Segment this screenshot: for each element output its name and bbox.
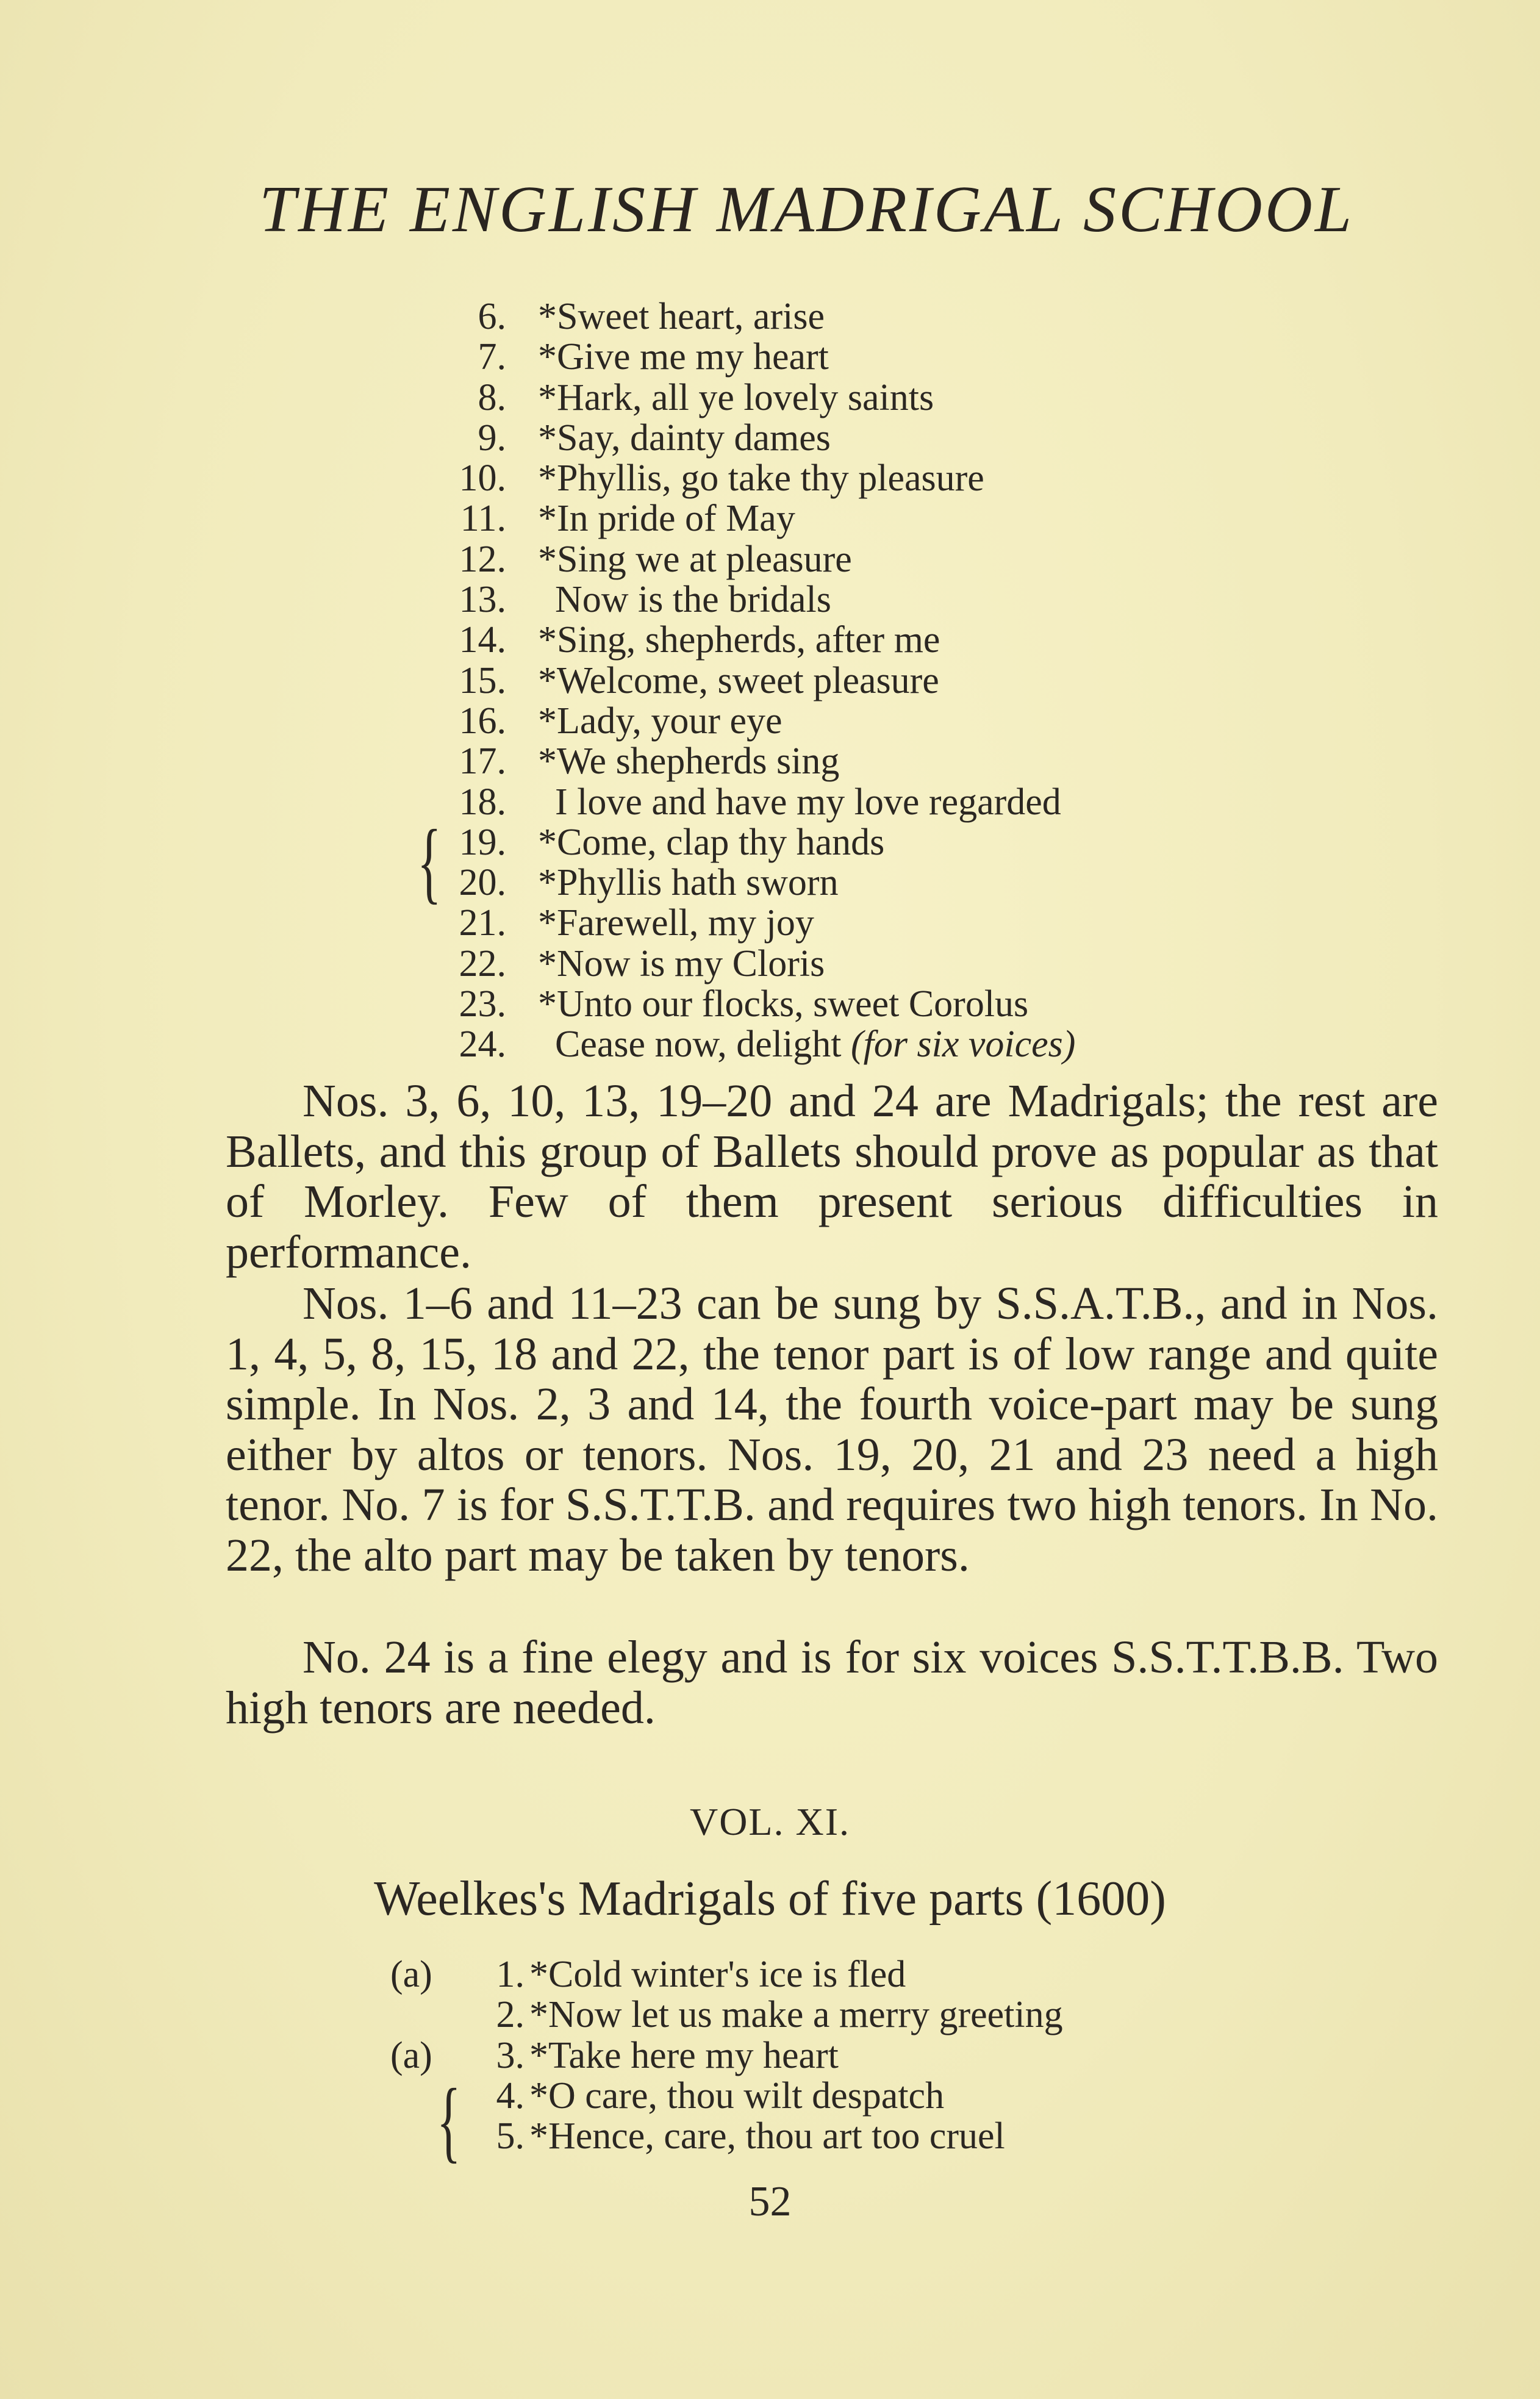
item-mark: (a) <box>390 1954 432 1995</box>
paragraph <box>226 1278 1438 1581</box>
paragraph-text: No. 24 is a fine elegy and is for six voices S.S.T.T.B.B. Two high tenors are needed. <box>226 1632 1438 1734</box>
item-title-group <box>555 1024 1075 1064</box>
list-item <box>427 498 1342 539</box>
item-number: 21. <box>459 902 506 944</box>
list-item <box>427 620 1342 660</box>
item-title: *Unto our flocks, sweet Corolus <box>538 983 1029 1025</box>
list-item <box>390 1954 1305 1995</box>
item-number: 3. <box>496 2034 525 2076</box>
item-mark: (a) <box>390 2034 432 2076</box>
item-number: 16. <box>459 700 506 742</box>
list-item <box>427 741 1342 781</box>
item-title: *O care, thou wilt despatch <box>529 2074 945 2117</box>
item-title: *Sweet heart, arise <box>538 296 825 337</box>
item-title: *Now let us make a merry greeting <box>529 1994 1063 2036</box>
item-title: *Hence, care, thou art too cruel <box>529 2115 1005 2157</box>
item-title: *Take here my heart <box>529 2034 839 2076</box>
list-item <box>427 984 1342 1024</box>
item-number: 20. <box>459 862 506 904</box>
item-title: *Phyllis hath sworn <box>538 862 839 904</box>
item-title: I love and have my love regarded <box>555 781 1061 823</box>
item-number: 9. <box>478 417 506 459</box>
volume-subtitle: Weelkes's Madrigals of five parts (1600) <box>374 1872 1166 1926</box>
item-number: 10. <box>459 457 506 500</box>
volume-heading: VOL. XI. <box>689 1800 851 1843</box>
list-item <box>427 296 1342 337</box>
item-title: Now is the bridals <box>555 579 831 621</box>
item-number: 8. <box>478 376 506 418</box>
list-item <box>427 782 1342 822</box>
item-title: *Lady, your eye <box>538 700 783 742</box>
item-number: 24. <box>459 1024 506 1066</box>
paragraph <box>226 1632 1438 1733</box>
item-title: *Cold winter's ice is fled <box>529 1954 906 1995</box>
list-item <box>390 2035 1305 2076</box>
item-title: *Sing, shepherds, after me <box>538 619 940 661</box>
list-item <box>427 579 1342 620</box>
song-list-two <box>390 1954 1305 2156</box>
item-title: Cease now, delight <box>555 1024 842 1066</box>
item-number: 5. <box>496 2115 525 2157</box>
item-number: 23. <box>459 983 506 1025</box>
item-title: *Give me my heart <box>538 336 829 378</box>
list-item <box>390 2076 1305 2116</box>
item-number: 17. <box>459 740 506 783</box>
item-note: (for six voices) <box>850 1024 1076 1066</box>
page-number: 52 <box>748 2178 792 2225</box>
list-item <box>427 458 1342 498</box>
item-number: 4. <box>496 2074 525 2117</box>
item-title: *We shepherds sing <box>538 740 840 783</box>
item-title: *Hark, all ye lovely saints <box>538 376 934 418</box>
item-number: 11. <box>460 498 506 540</box>
item-number: 1. <box>496 1954 525 1995</box>
paragraph <box>226 1076 1438 1277</box>
item-number: 7. <box>478 336 506 378</box>
list-item <box>427 378 1342 418</box>
item-title: *In pride of May <box>538 498 795 540</box>
item-number: 13. <box>459 579 506 621</box>
item-number: 15. <box>459 659 506 701</box>
item-title: *Now is my Cloris <box>538 942 825 984</box>
item-title: *Phyllis, go take thy pleasure <box>538 457 984 500</box>
item-title: *Welcome, sweet pleasure <box>538 659 939 701</box>
list-item <box>427 337 1342 377</box>
list-item <box>427 944 1342 984</box>
item-title: *Sing we at pleasure <box>538 538 852 580</box>
brace-mark: { <box>417 811 442 913</box>
running-head: THE ENGLISH MADRIGAL SCHOOL <box>259 173 1355 246</box>
list-item <box>427 903 1342 943</box>
item-number: 19. <box>459 821 506 863</box>
list-item <box>427 661 1342 701</box>
item-title: *Say, dainty dames <box>538 417 831 459</box>
list-item <box>427 822 1342 862</box>
list-item <box>427 1024 1342 1064</box>
item-number: 6. <box>478 296 506 337</box>
list-item <box>427 539 1342 579</box>
list-item <box>427 418 1342 458</box>
paragraph-text: Nos. 3, 6, 10, 13, 19–20 and 24 are Madrigals; the rest are Ballets, and this group of Ballets should prove as popular as that of Morley. Few of them present serious difficulties in performance. <box>226 1075 1438 1278</box>
brace-mark: { <box>437 2070 461 2171</box>
list-item <box>390 1995 1305 2035</box>
item-number: 14. <box>459 619 506 661</box>
item-number: 22. <box>459 942 506 984</box>
item-title: *Come, clap thy hands <box>538 821 885 863</box>
list-item <box>390 2116 1305 2156</box>
list-item <box>427 701 1342 741</box>
item-number: 12. <box>459 538 506 580</box>
item-title: *Farewell, my joy <box>538 902 814 944</box>
song-list <box>427 296 1342 1065</box>
item-number: 2. <box>496 1994 525 2036</box>
list-item <box>427 862 1342 903</box>
paragraph-text: Nos. 1–6 and 11–23 can be sung by S.S.A.T.B., and in Nos. 1, 4, 5, 8, 15, 18 and 22, the tenor part is of low range and quite simple. In Nos. 2, 3 and 14, the fourth voice-part may be sung either by altos or tenors. Nos. 19, 20, 21 and 23 need a high tenor. No. 7 is for S.S.T.T.B. and requires two high tenors. In No. 22, the alto part may be taken by tenors. <box>226 1278 1438 1581</box>
item-number: 18. <box>459 781 506 823</box>
